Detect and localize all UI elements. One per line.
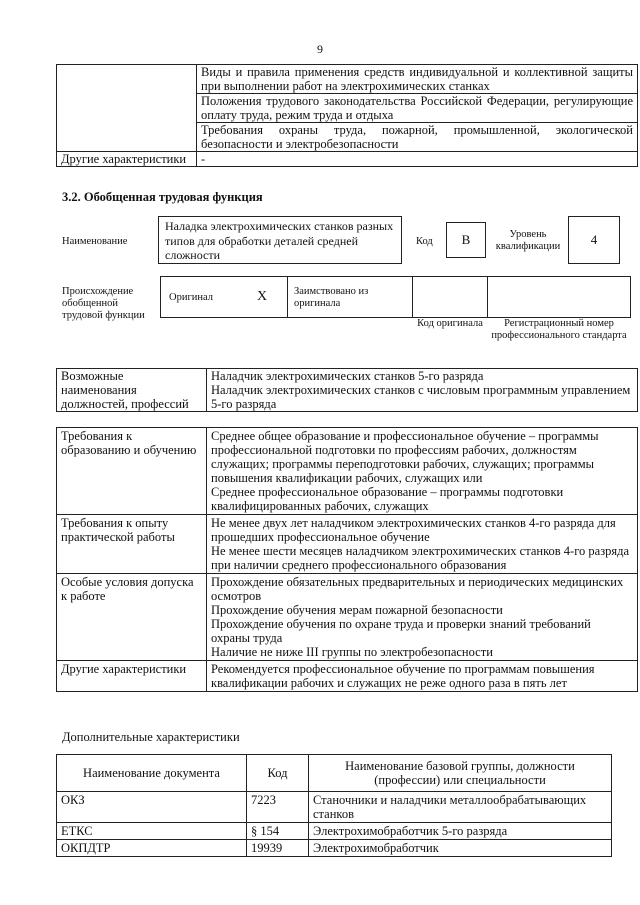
requirement-value <box>207 574 638 661</box>
requirement-label: Требования к опыту практической работы <box>57 515 207 574</box>
doc-code: § 154 <box>247 823 309 840</box>
doc-name: ОКЗ <box>57 792 247 823</box>
table-row <box>57 65 638 94</box>
requirement-line: Среднее профессиональное образование – программы подготовки квалифицированных рабочих, служащих <box>211 485 564 513</box>
doc-code: 7223 <box>247 792 309 823</box>
level-label: Уровень квалификации <box>495 229 561 252</box>
requirement-value <box>207 661 638 692</box>
positions-values <box>207 369 638 412</box>
doc-name: ОКПДТР <box>57 840 247 857</box>
requirements-table <box>56 427 638 692</box>
requirement-label: Требования к образованию и обучению <box>57 428 207 515</box>
code-box: B <box>446 222 486 258</box>
function-name-box: Наладка электрохимических станков разных типов для обработки деталей средней сложности <box>158 216 402 264</box>
column-header: Наименование документа <box>57 755 247 792</box>
table-row <box>57 792 612 823</box>
requirement-line: Прохождение обучения мерам пожарной безопасности <box>211 603 503 617</box>
doc-title: Станочники и наладчики металлообрабатывающих станков <box>309 792 612 823</box>
requirement-line: Не менее двух лет наладчиком электрохимических станков 4-го разряда для прошедших профессиональное обучение <box>211 516 616 544</box>
other-characteristics-label: Другие характеристики <box>57 152 197 167</box>
original-code-box <box>412 276 488 318</box>
section-heading: 3.2. Обобщенная трудовая функция <box>62 190 263 204</box>
original-code-caption: Код оригинала <box>417 318 483 329</box>
position-item: Наладчик электрохимических станков 5-го разряда <box>211 369 484 383</box>
requirement-line: Среднее общее образование и профессиональное обучение – программы профессиональной подготовки по профессиям рабочих, должностям служащих; программы переподготовки рабочих, служащих; программы повышения квалификации рабочих, служащих или <box>211 429 599 485</box>
level-box: 4 <box>568 216 620 264</box>
code-label: Код <box>416 236 433 247</box>
requirement-line: Не менее шести месяцев наладчиком электрохимических станков 4-го разряда при наличии среднего профессионального образования <box>211 544 630 572</box>
position-item: Наладчик электрохимических станков с числовым программным управлением 5-го разряда <box>211 383 631 411</box>
additional-table <box>56 754 612 857</box>
column-header: Наименование базовой группы, должности (профессии) или специальности <box>309 755 612 792</box>
requirement-value <box>207 515 638 574</box>
knowledge-table <box>56 64 638 167</box>
requirement-line: Рекомендуется профессиональное обучение по программам повышения квалификации рабочих и служащих не реже одного раза в пять лет <box>211 662 595 690</box>
knowledge-item: Требования охраны труда, пожарной, промышленной, экологической безопасности и электробезопасности <box>197 123 638 152</box>
other-characteristics-value: - <box>197 152 638 167</box>
doc-title: Электрохимобработчик 5-го разряда <box>309 823 612 840</box>
page-number: 9 <box>317 42 323 56</box>
empty-cell <box>57 65 197 152</box>
table-row <box>57 369 638 412</box>
doc-title: Электрохимобработчик <box>309 840 612 857</box>
name-label: Наименование <box>62 236 128 247</box>
table-row <box>57 661 638 692</box>
table-row <box>57 840 612 857</box>
knowledge-item: Виды и правила применения средств индивидуальной и коллективной защиты при выполнении работ на электрохимических станках <box>197 65 638 94</box>
table-row <box>57 823 612 840</box>
registration-number-box <box>487 276 631 318</box>
requirement-line: Прохождение обучения по охране труда и проверки знаний требований охраны труда <box>211 617 591 645</box>
table-row <box>57 515 638 574</box>
table-row <box>57 152 638 167</box>
requirement-label: Особые условия допуска к работе <box>57 574 207 661</box>
table-row <box>57 574 638 661</box>
doc-code: 19939 <box>247 840 309 857</box>
positions-label: Возможные наименования должностей, профессий <box>57 369 207 412</box>
table-row <box>57 428 638 515</box>
positions-table <box>56 368 638 412</box>
requirement-line: Наличие не ниже III группы по электробезопасности <box>211 645 493 659</box>
doc-name: ЕТКС <box>57 823 247 840</box>
origin-label: Происхождение обобщенной трудовой функции <box>62 286 145 321</box>
borrowed-label: Заимствовано из оригинала <box>294 286 369 309</box>
registration-caption: Регистрационный номер профессионального стандарта <box>491 318 627 341</box>
borrowed-box <box>287 276 413 318</box>
original-label: Оригинал <box>169 292 213 303</box>
requirement-label: Другие характеристики <box>57 661 207 692</box>
column-header: Код <box>247 755 309 792</box>
table-header-row <box>57 755 612 792</box>
requirement-line: Прохождение обязательных предварительных и периодических медицинских осмотров <box>211 575 624 603</box>
original-box <box>160 276 288 318</box>
additional-title: Дополнительные характеристики <box>62 730 240 744</box>
knowledge-item: Положения трудового законодательства Российской Федерации, регулирующие оплату труда, режим труда и отдыха <box>197 94 638 123</box>
requirement-value <box>207 428 638 515</box>
original-mark: X <box>257 289 268 304</box>
